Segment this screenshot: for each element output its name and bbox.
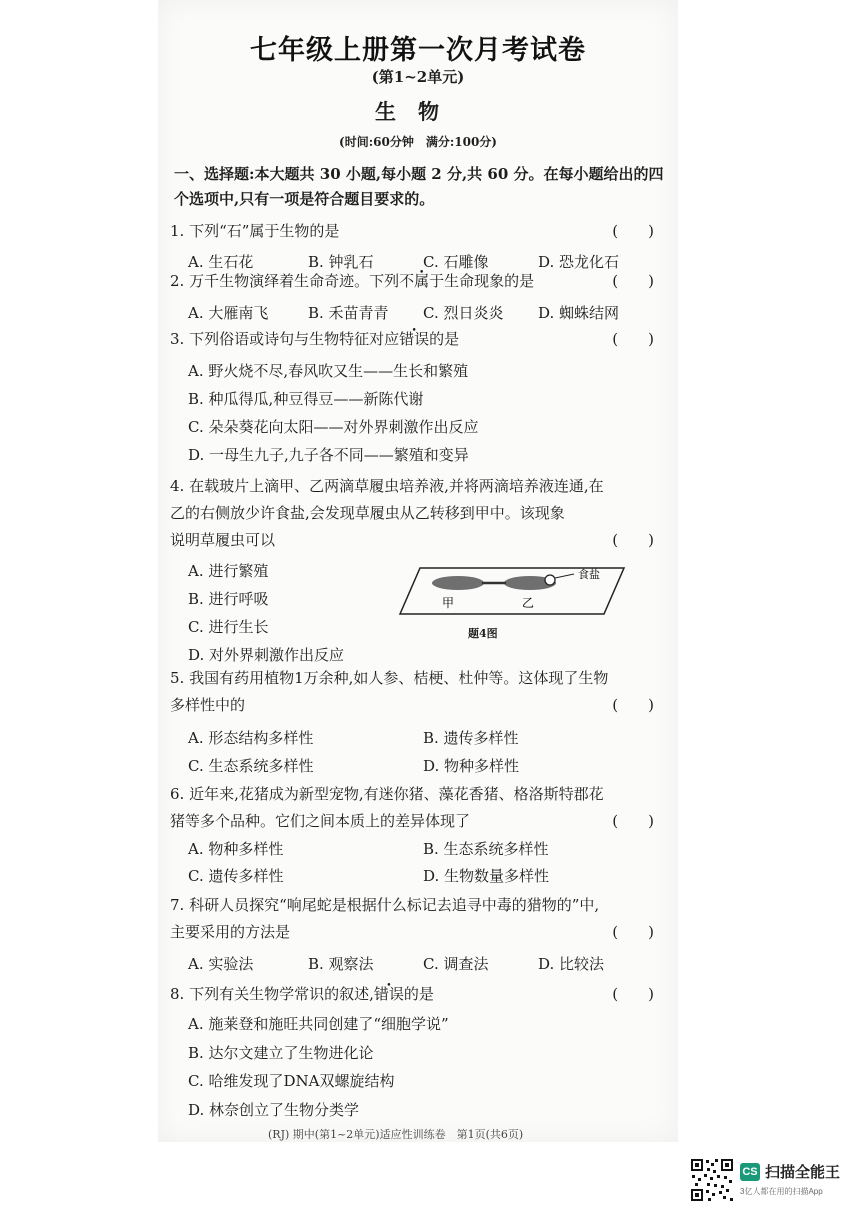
answer-bracket: ( )	[612, 923, 654, 941]
section-instructions: 一、选择题:本大题共 30 小题,每小题 2 分,共 60 分。在每小题给出的四个选项中,只有一项是符合题目要求的。	[174, 165, 664, 208]
question-1	[170, 218, 662, 245]
question-stem-line: 6. 近年来,花猪成为新型宠物,有迷你猪、藻花香猪、格洛斯特郡花	[170, 785, 604, 803]
scanner-watermark	[690, 1158, 850, 1208]
question-stem-line: 说明草履虫可以	[170, 531, 276, 549]
emphasis-text: 不属于	[399, 272, 445, 290]
label-salt: 食盐	[578, 568, 600, 581]
question-stem-line: 乙的右侧放少许食盐,会发现草履虫从乙转移到甲中。该现象	[170, 504, 565, 522]
question-7	[170, 892, 662, 946]
question-stem-line: 5. 我国有药用植物1万余种,如人参、桔梗、杜仲等。这体现了生物	[170, 669, 609, 687]
option-c: C. 进行生长	[188, 618, 269, 636]
option-b: B. 钟乳石	[308, 253, 374, 271]
option-d: D. 恐龙化石	[538, 253, 620, 271]
option-c: C. 遗传多样性	[188, 867, 284, 885]
question-3	[170, 326, 662, 353]
salt-pointer	[555, 574, 574, 578]
scanner-brand-name: 扫描全能王	[765, 1164, 841, 1181]
option-c: C. 哈维发现了DNA双螺旋结构	[188, 1072, 395, 1090]
page-footer: (RJ) 期中(第1~2单元)适应性训练卷 第1页(共6页)	[268, 1128, 524, 1141]
scanner-logo: CS	[740, 1163, 760, 1181]
question-6	[170, 781, 662, 835]
label-yi: 乙	[522, 596, 535, 610]
answer-bracket: ( )	[612, 985, 654, 1003]
answer-bracket: ( )	[612, 812, 654, 830]
option-d: D. 林奈创立了生物分类学	[188, 1101, 360, 1119]
option-c: C. 调查法	[423, 955, 489, 973]
option-d: D. 比较法	[538, 955, 605, 973]
option-b: B. 观察法	[308, 955, 374, 973]
option-d: D. 物种多样性	[423, 757, 520, 775]
question-stem-post: 的是	[403, 985, 434, 1003]
question-stem-post: 生命现象的是	[444, 272, 535, 290]
option-b: B. 达尔文建立了生物进化论	[188, 1044, 374, 1062]
option-a: A. 施莱登和施旺共同创建了“细胞学说”	[188, 1015, 449, 1033]
exam-subtitle: (第1~2单元)	[371, 68, 465, 86]
option-a: A. 大雁南飞	[188, 304, 269, 322]
exam-time-info: (时间:60分钟 满分:100分)	[339, 135, 497, 149]
option-a: A. 物种多样性	[188, 840, 284, 858]
option-b: B. 遗传多样性	[423, 729, 519, 747]
scanner-tagline: 3亿人都在用的扫描App	[740, 1187, 823, 1196]
qr-code-icon	[690, 1158, 734, 1202]
option-d: D. 对外界刺激作出反应	[188, 646, 345, 664]
question-stem-line: 4. 在载玻片上滴甲、乙两滴草履虫培养液,并将两滴培养液连通,在	[170, 477, 604, 495]
exam-title: 七年级上册第一次月考试卷	[250, 35, 586, 66]
emphasis-text: 错误	[399, 330, 430, 348]
question-stem-pre: 2. 万千生物演绎着生命奇迹。下列	[170, 272, 400, 290]
answer-bracket: ( )	[612, 696, 654, 714]
drop-jia	[432, 576, 484, 590]
question-stem-pre: 3. 下列俗语或诗句与生物特征对应	[170, 330, 400, 348]
question-5	[170, 665, 662, 719]
option-c: C. 烈日炎炎	[423, 304, 504, 322]
question-stem: 1. 下列“石”属于生物的是	[170, 222, 340, 240]
exam-subject: 生物	[375, 99, 461, 124]
question-stem-pre: 8. 下列有关生物学常识的叙述,	[170, 985, 374, 1003]
label-jia: 甲	[442, 596, 455, 610]
option-b: B. 种瓜得瓜,种豆得豆——新陈代谢	[188, 390, 424, 408]
answer-bracket: ( )	[612, 222, 654, 240]
option-c: C. 生态系统多样性	[188, 757, 314, 775]
question-stem-line: 多样性中的	[170, 696, 246, 714]
question-stem-line: 7. 科研人员探究“响尾蛇是根据什么标记去追寻中毒的猎物的”中,	[170, 896, 600, 914]
salt-grain	[545, 575, 555, 585]
option-b: B. 进行呼吸	[188, 590, 269, 608]
option-a: A. 形态结构多样性	[188, 729, 314, 747]
question-stem-line: 主要采用的方法是	[170, 923, 291, 941]
question-8	[170, 981, 662, 1008]
option-a: A. 实验法	[188, 955, 254, 973]
option-a: A. 进行繁殖	[188, 562, 269, 580]
question-stem-post: 的是	[429, 330, 460, 348]
option-c: C. 石雕像	[423, 253, 489, 271]
answer-bracket: ( )	[612, 272, 654, 290]
answer-bracket: ( )	[612, 531, 654, 549]
option-a: A. 野火烧不尽,春风吹又生——生长和繁殖	[188, 362, 469, 380]
question-4	[170, 473, 662, 554]
exam-paper	[158, 0, 678, 1142]
slide-figure	[398, 560, 628, 620]
option-d: D. 蜘蛛结网	[538, 304, 620, 322]
option-b: B. 生态系统多样性	[423, 840, 549, 858]
answer-bracket: ( )	[612, 330, 654, 348]
option-c: C. 朵朵葵花向太阳——对外界刺激作出反应	[188, 418, 479, 436]
figure-caption: 题4图	[468, 627, 498, 640]
option-d: D. 生物数量多样性	[423, 867, 550, 885]
emphasis-text: 错误	[373, 985, 404, 1003]
question-stem-line: 猪等多个品种。它们之间本质上的差异体现了	[170, 812, 471, 830]
question-2	[170, 268, 662, 295]
option-d: D. 一母生九子,九子各不同——繁殖和变异	[188, 446, 469, 464]
option-b: B. 禾苗青青	[308, 304, 389, 322]
option-a: A. 生石花	[188, 253, 254, 271]
